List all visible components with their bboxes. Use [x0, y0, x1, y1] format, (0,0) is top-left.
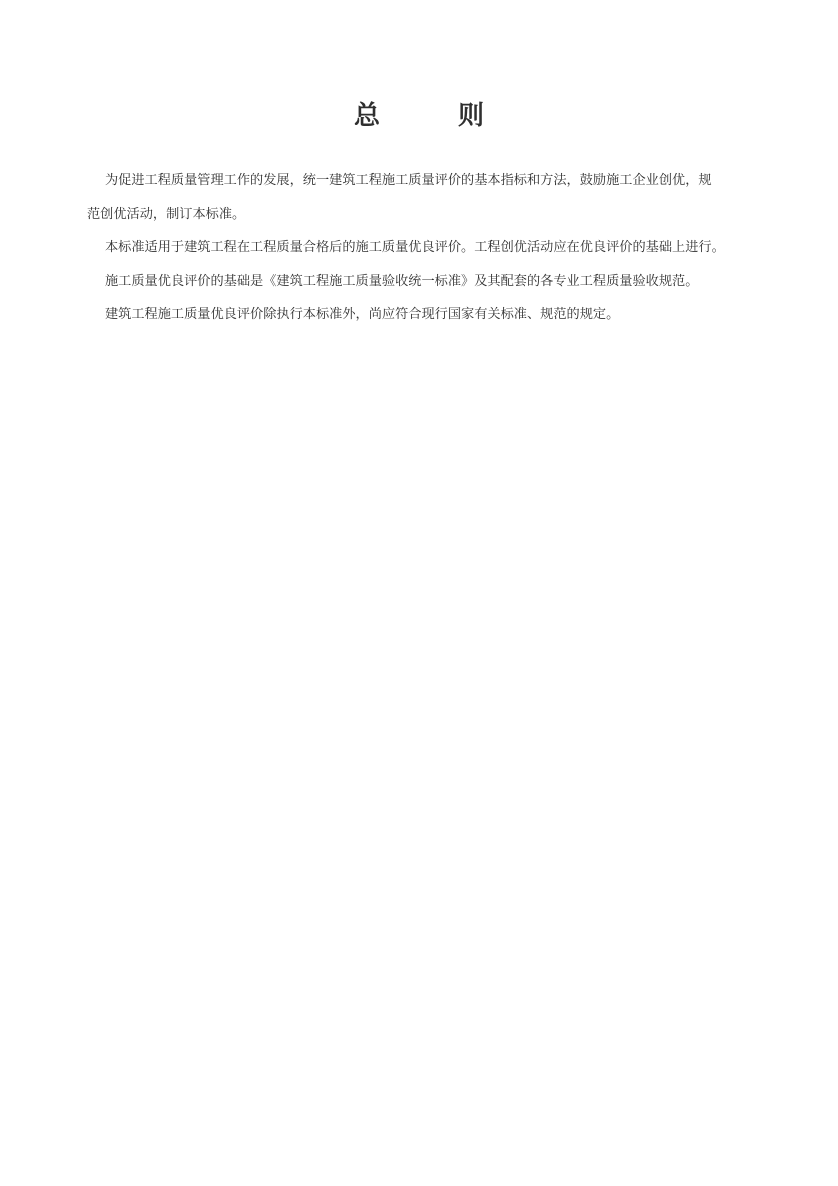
paragraph-1-line-1: 为促进工程质量管理工作的发展，统一建筑工程施工质量评价的基本指标和方法，鼓励施工企业创优，规 [105, 172, 712, 187]
paragraph-4 [87, 297, 757, 331]
document-title: 总 则 [353, 100, 484, 130]
paragraph-3 [87, 264, 757, 298]
paragraph-1-line-2: 范创优活动，制订本标准。 [87, 205, 246, 221]
paragraph-1 [87, 163, 757, 230]
paragraph-2-line-1: 本标准适用于建筑工程在工程质量合格后的施工质量优良评价。工程创优活动应在优良评价的基础上进行。 [105, 239, 725, 254]
paragraph-2 [87, 230, 757, 264]
paragraph-3-line-1: 施工质量优良评价的基础是《建筑工程施工质量验收统一标准》及其配套的各专业工程质量验收规范。 [105, 272, 699, 288]
document-body [87, 163, 757, 331]
paragraph-4-line-1: 建筑工程施工质量优良评价除执行本标准外，尚应符合现行国家有关标准、规范的规定。 [105, 306, 620, 321]
